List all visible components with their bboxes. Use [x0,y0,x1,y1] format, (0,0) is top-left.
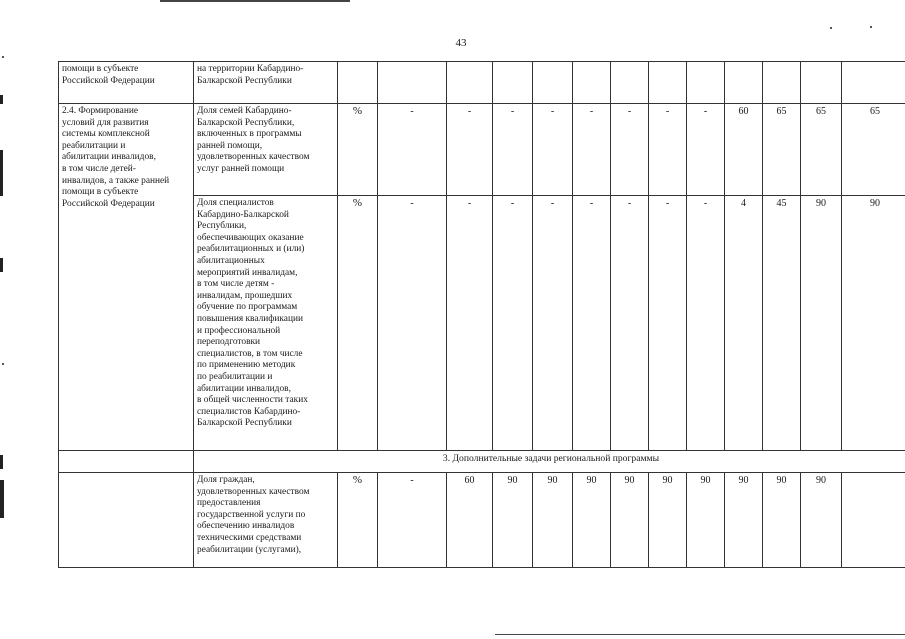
text-line: предоставления [197,498,261,509]
text-line: удовлетворенных качеством [197,152,310,163]
value-cell: 4 [725,196,763,451]
scan-mark [2,363,4,365]
table-row [59,104,905,196]
text-line: переподготовки [197,337,261,348]
text-line: на территории Кабардино- [197,64,304,74]
text-line: мероприятий инвалидам, [197,267,298,278]
scan-mark [0,150,3,196]
section-title: 3. Дополнительные задачи региональной программы [194,451,905,473]
text-line: Республики, [197,221,247,232]
text-line: специалистов, в том числе [197,348,303,359]
value-cell: 90 [763,473,801,568]
text-line: обучение по программам [197,302,298,313]
value-cell [533,62,573,104]
value-cell: - [687,196,725,451]
value-cell [611,62,649,104]
value-cell: 90 [801,196,842,451]
text-line: Балкарской Республики, [197,117,295,128]
value-cell: 60 [725,104,763,196]
text-line: включенных в программы [197,129,302,140]
text-line: повышения квалификации [197,313,304,324]
value-cell [649,62,687,104]
text-line: по применению методик [197,360,296,371]
text-line: обеспечению инвалидов [197,521,295,532]
text-line: Доля семей Кабардино- [197,106,292,116]
scan-mark [0,95,3,104]
value-cell: - [649,196,687,451]
text-line: абилитации инвалидов, [62,152,156,163]
value-cell [378,62,447,104]
text-line: в общей численности таких [197,395,308,406]
text-line: инвалидам, прошедших [197,290,293,301]
value-cell: 65 [763,104,801,196]
value-cell: 90 [687,473,725,568]
value-cell: - [687,104,725,196]
unit-cell [338,62,378,104]
text-line: помощи в субъекте [62,64,139,74]
scan-mark [830,27,832,29]
scan-mark [495,634,905,635]
value-cell [842,473,905,568]
text-line: услуг ранней помощи [197,163,285,174]
value-cell: 65 [842,104,905,196]
scan-mark [870,26,872,28]
scan-mark [2,56,4,58]
indicator-cell [194,473,338,568]
text-line: и профессиональной [197,325,281,336]
indicator-cell [194,62,338,104]
scan-mark [0,480,4,518]
unit-cell: % [338,196,378,451]
value-cell: 90 [533,473,573,568]
text-line: системы комплексной [62,129,150,140]
value-cell: 60 [447,473,493,568]
text-line: Доля специалистов [197,198,274,208]
section-row [59,451,905,473]
text-line: абилитационных [197,255,265,266]
text-line: государственной услуги по [197,509,306,520]
value-cell [725,62,763,104]
indicator-cell [194,196,338,451]
unit-cell: % [338,473,378,568]
text-line: по реабилитации и [197,371,273,382]
text-line: Российской Федерации [62,198,155,209]
page-number: 43 [455,37,467,49]
table-row [59,473,905,568]
indicators-table [58,61,905,568]
text-line: Доля граждан, [197,475,255,485]
value-cell: - [611,104,649,196]
text-line: реабилитации и [62,140,126,151]
value-cell: 90 [573,473,611,568]
value-cell: - [493,196,533,451]
value-cell: - [493,104,533,196]
goal-cell [59,104,194,451]
text-line: абилитации инвалидов, [197,383,291,394]
value-cell: 65 [801,104,842,196]
text-line: ранней помощи, [197,140,263,151]
value-cell: - [447,104,493,196]
text-line: обеспечивающих оказание [197,232,304,243]
table-row [59,62,905,104]
value-cell [493,62,533,104]
value-cell: - [573,104,611,196]
text-line: в том числе детям - [197,279,275,290]
value-cell: 90 [611,473,649,568]
indicator-cell [194,104,338,196]
text-line: удовлетворенных качеством [197,486,310,497]
text-line: 2.4. Формирование [62,106,139,116]
goal-cell [59,473,194,568]
value-cell: - [378,196,447,451]
text-line: в том числе детей- [62,163,136,174]
scan-mark [0,258,3,272]
value-cell [447,62,493,104]
value-cell [801,62,842,104]
value-cell: - [447,196,493,451]
text-line: реабилитационных и (или) [197,244,305,255]
text-line: техническими средствами [197,532,302,543]
text-line: Балкарской Республики [197,418,292,429]
text-line: Кабардино-Балкарской [197,209,289,220]
value-cell: 45 [763,196,801,451]
value-cell: 90 [493,473,533,568]
value-cell: - [378,104,447,196]
value-cell: - [573,196,611,451]
value-cell: 90 [649,473,687,568]
scan-mark [160,0,350,2]
text-line: специалистов Кабардино- [197,406,301,417]
value-cell: 90 [725,473,763,568]
value-cell: 90 [801,473,842,568]
value-cell: - [649,104,687,196]
value-cell [842,62,905,104]
goal-cell [59,62,194,104]
unit-cell: % [338,104,378,196]
value-cell [687,62,725,104]
text-line: Балкарской Республики [197,75,292,86]
text-line: помощи в субъекте [62,187,139,198]
text-line: инвалидов, а также ранней [62,175,170,186]
value-cell: - [533,196,573,451]
text-line: условий для развития [62,117,149,128]
scan-mark [0,455,3,469]
value-cell: - [533,104,573,196]
value-cell: - [611,196,649,451]
value-cell [763,62,801,104]
text-line: реабилитации (услугами), [197,544,302,555]
value-cell [573,62,611,104]
value-cell: 90 [842,196,905,451]
value-cell: - [378,473,447,568]
text-line: Российской Федерации [62,75,155,86]
